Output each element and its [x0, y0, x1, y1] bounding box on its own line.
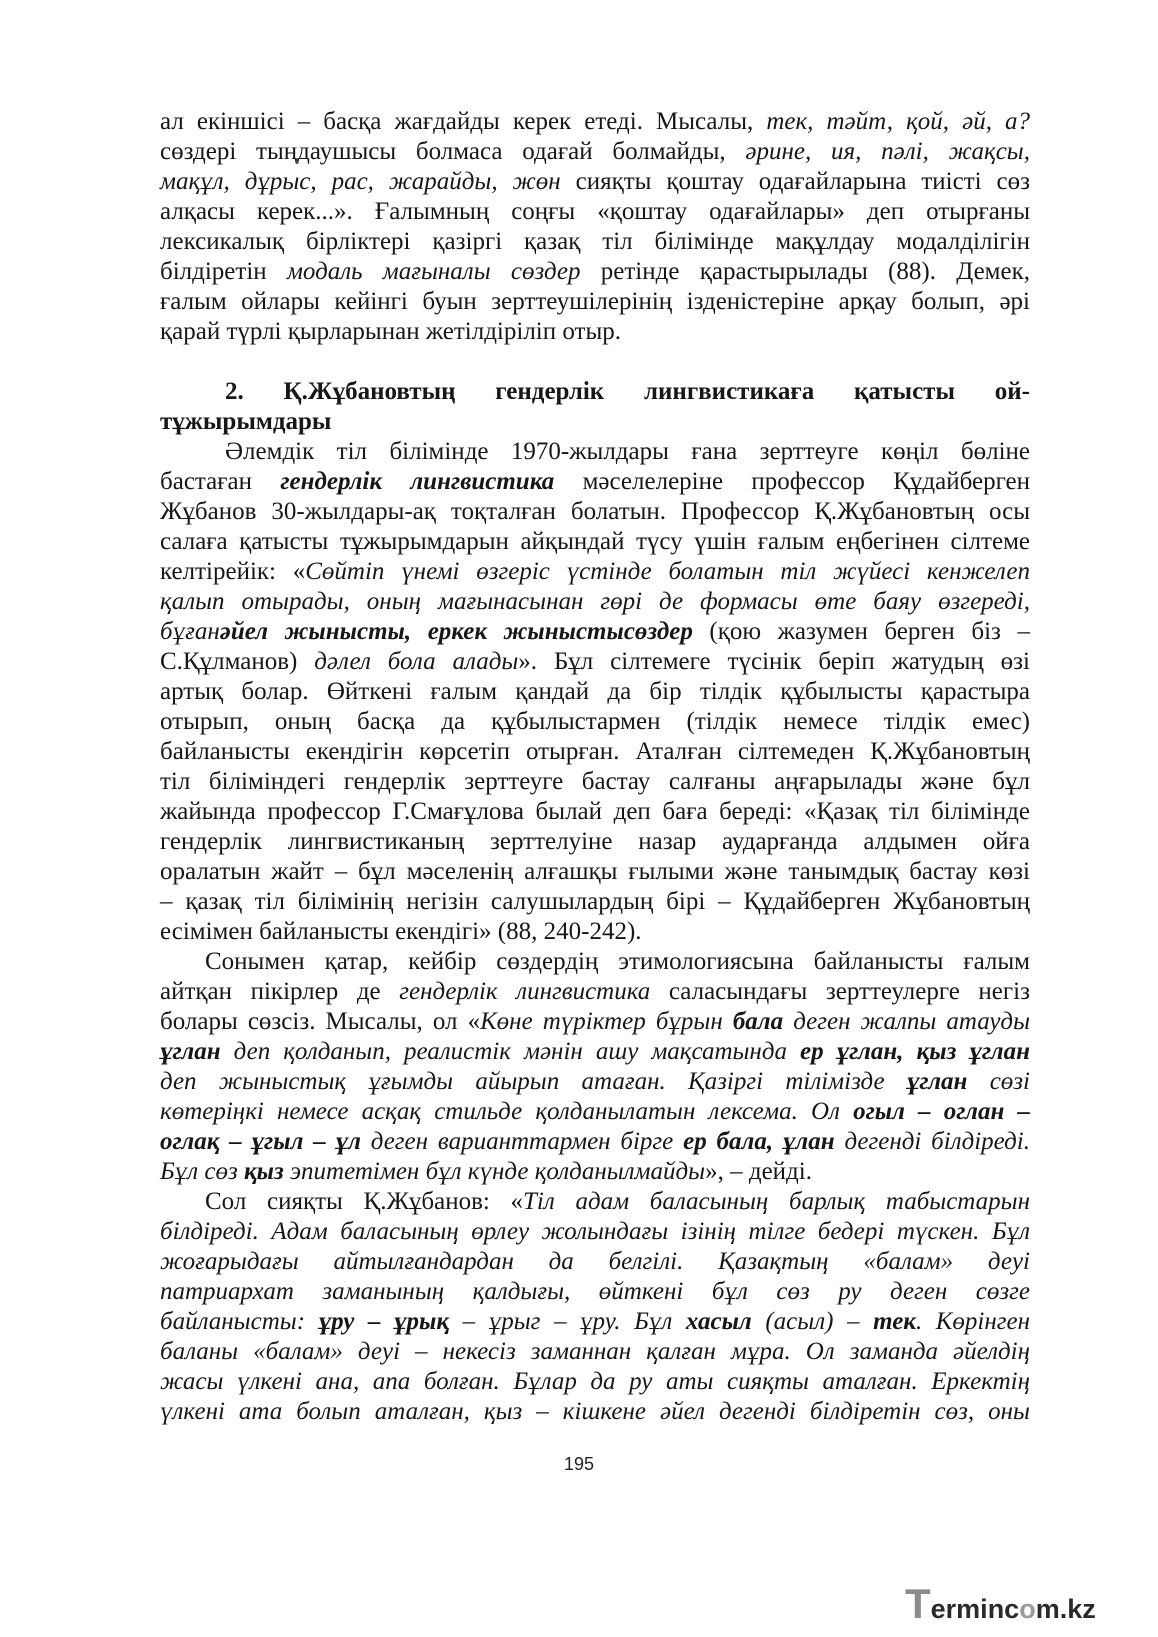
text-line	[160, 1037, 1030, 1067]
text-line	[160, 257, 1030, 287]
text-run: огыл – оглан –	[853, 1098, 1031, 1125]
text-run: сияқты қоштау одағайларына тиісті сөз	[560, 168, 1031, 195]
text-line	[160, 167, 1030, 197]
text-line	[160, 917, 1030, 947]
text-run: эпитетімен бұл күнде қолданылмайды	[283, 1158, 706, 1185]
text-line	[160, 377, 1030, 407]
text-run: Бұл сөз	[160, 1158, 244, 1185]
text-line	[160, 1007, 1030, 1037]
text-run: ұру – ұрық	[318, 1308, 450, 1335]
text-run: әйел жынысты, еркек жыныстысөздер	[219, 618, 693, 645]
text-run: », – дейді.	[705, 1158, 812, 1185]
text-run: Сол сияқты Қ.Жұбанов: «	[205, 1188, 524, 1215]
text-line	[160, 647, 1030, 677]
watermark-letter: o	[1019, 1594, 1036, 1624]
text-run: (қою жазумен берген біз –	[692, 618, 1031, 645]
text-run: жасы үлкені ана, апа болған. Бұлар да ру аты сияқты аталған. Еркектің	[160, 1368, 1030, 1395]
text-line	[160, 287, 1030, 317]
watermark-logo	[905, 1582, 1096, 1626]
text-run: артық болар. Өйткені ғалым қандай да бір тілдік құбылысты қарастыра	[160, 678, 1030, 705]
paragraph	[160, 947, 1030, 1187]
text-run: Сонымен қатар, кейбір сөздердің этимологиясына байланысты ғалым	[205, 948, 1030, 975]
text-run: Тіл адам баласының барлық табыстарын	[523, 1188, 1030, 1215]
text-line	[160, 407, 1030, 437]
text-run: ер ұглан, қыз ұглан	[800, 1038, 1030, 1065]
text-run: – ұрыг – ұру. Бұл	[449, 1308, 686, 1335]
text-run: С.Құлманов)	[160, 648, 315, 675]
text-run: бала	[732, 1008, 784, 1035]
text-run: бұған	[160, 618, 220, 645]
text-run: деп жыныстық ұғымды айырып атаған. Қазіргі тілімізде	[160, 1068, 907, 1095]
text-run: отырып, оның басқа да құбылыстармен (тілдік немесе тілдік емес)	[160, 708, 1030, 735]
text-run: білдіретін	[160, 258, 287, 285]
text-run: ұглан	[160, 1038, 221, 1065]
text-run: бастаған	[160, 468, 281, 495]
text-run: әрине, ия, пәлі, жақсы,	[745, 138, 1030, 165]
text-line	[160, 587, 1030, 617]
text-run: баланы «балам» деуі – некесіз заманнан қалған мұра. Ол заманда әйелдің	[160, 1338, 1030, 1365]
text-line	[160, 947, 1030, 977]
text-line	[160, 437, 1030, 467]
text-run: ретінде қарастырылады (88). Демек,	[580, 258, 1030, 285]
text-run: болары сөзсіз. Мысалы, ол «	[160, 1008, 481, 1035]
text-run: ». Бұл сілтемеге түсінік беріп жатудың өзі	[518, 648, 1030, 675]
text-run: қалып отырады, оның мағынасынан гөрі де формасы өте баяу өзгереді,	[160, 588, 1030, 615]
text-run: жоғарыдағы айтылғандардан да белгілі. Қазақтың «балам» деуі	[160, 1248, 1030, 1275]
section-heading	[160, 377, 1030, 437]
text-run: алқасы керек...». Ғалымның соңғы «қоштау одағайлары» деп отырғаны	[160, 198, 1030, 225]
text-line	[160, 557, 1030, 587]
text-run: оглақ – ұгыл – ұл	[160, 1128, 361, 1155]
text-line	[160, 1097, 1030, 1127]
text-line	[160, 857, 1030, 887]
text-line	[160, 527, 1030, 557]
text-run: – қазақ тіл білімінің негізін салушылардың бірі – Құдайберген Жұбановтың	[160, 888, 1030, 915]
text-line	[160, 497, 1030, 527]
text-run: деп қолданып, реалистік мәнін ашу мақсатында	[220, 1038, 801, 1065]
text-run: Жұбанов 30-жылдары-ақ тоқталған болатын. Профессор Қ.Жұбановтың осы	[160, 498, 1030, 525]
text-run: мақұл, дұрыс, рас, жарайды, жөн	[160, 168, 561, 195]
text-line	[160, 977, 1030, 1007]
text-run: ер бала, ұлан	[683, 1128, 835, 1155]
paragraph	[160, 1187, 1030, 1427]
text-line	[160, 827, 1030, 857]
text-run: келтірейік: «	[160, 558, 306, 585]
paragraph	[160, 437, 1030, 947]
text-run: Сөйтіп үнемі өзгеріс үстінде болатын тіл жүйесі кенжелеп	[305, 558, 1030, 585]
text-line	[160, 1067, 1030, 1097]
text-run: айтқан пікірлер де	[160, 978, 400, 1005]
text-line	[160, 317, 1030, 347]
text-run: лексикалық бірліктері қазіргі қазақ тіл білімінде мақұлдау модалділігін	[160, 228, 1030, 255]
text-run: үлкені ата болып аталған, қыз – кішкене әйел дегенді білдіретін сөз, оны	[160, 1398, 1030, 1425]
text-run: Әлемдік тіл білімінде 1970-жылдары ғана зерттеуге көңіл бөліне	[225, 438, 1030, 465]
text-run: дегенді білдіреді.	[834, 1128, 1030, 1155]
text-run: қарай түрлі қырларынан жетілдіріліп отыр.	[160, 318, 622, 345]
text-line	[160, 1217, 1030, 1247]
text-run: есімімен байланысты екендігі» (88, 240-242).	[160, 918, 642, 945]
text-line	[160, 197, 1030, 227]
text-run: қыз	[244, 1158, 284, 1185]
text-line	[160, 1337, 1030, 1367]
text-run: патриархат заманының қалдығы, өйткені бұл сөз ру деген сөзге	[160, 1278, 1030, 1305]
text-line	[160, 1277, 1030, 1307]
page-number: 195	[563, 1454, 595, 1474]
text-run: көтеріңкі немесе асқақ стильде қолданылатын лексема. Ол	[160, 1098, 854, 1125]
text-run: хасыл	[685, 1308, 752, 1335]
text-run: тұжырымдары	[160, 408, 332, 435]
text-run: саласындағы зерттеулерге негіз	[650, 978, 1030, 1005]
text-run: ұглан	[906, 1068, 968, 1095]
watermark-text: m.kz	[1035, 1594, 1096, 1624]
text-line	[160, 107, 1030, 137]
text-run: ал екіншісі – басқа жағдайды керек етеді. Мысалы,	[160, 108, 767, 135]
text-run: гендерлік лингвистиканың зерттелуіне назар аударғанда алдымен ойға	[160, 828, 1030, 855]
text-run: . Көрінген	[915, 1308, 1030, 1335]
text-run: ғалым ойлары кейінгі буын зерттеушілерінің ізденістеріне арқау болып, әрі	[160, 288, 1030, 315]
paragraph	[160, 107, 1030, 347]
text-line	[160, 1367, 1030, 1397]
text-run: тек	[873, 1308, 916, 1335]
paragraph-spacer	[160, 347, 1030, 377]
text-run: жайында профессор Г.Смағұлова былай деп баға береді: «Қазақ тіл білімінде	[160, 798, 1030, 825]
text-run: деген варианттармен бірге	[360, 1128, 684, 1155]
text-run: мәселелеріне профессор Құдайберген	[554, 468, 1031, 495]
text-line	[160, 1127, 1030, 1157]
text-line	[160, 1187, 1030, 1217]
text-run: 2. Қ.Жұбановтың гендерлік лингвистикаға қатысты ой-	[225, 378, 1030, 405]
text-run: (асыл) –	[751, 1308, 874, 1335]
text-line	[160, 617, 1030, 647]
text-line	[160, 1247, 1030, 1277]
text-run: салаға қатысты тұжырымдарын айқындай түсу үшін ғалым еңбегінен сілтеме	[160, 528, 1030, 555]
text-line	[160, 887, 1030, 917]
text-line	[160, 227, 1030, 257]
text-line	[160, 737, 1030, 767]
text-run: дәлел бола алады	[314, 648, 519, 675]
text-line	[160, 137, 1030, 167]
text-run: тек, тәйт, қой, әй, а?	[766, 108, 1030, 135]
body-text	[160, 107, 1030, 1427]
text-line	[160, 707, 1030, 737]
text-line	[160, 1157, 1030, 1187]
text-line	[160, 767, 1030, 797]
text-run: білдіреді. Адам баласының өрлеу жолындағы ізінің тілге бедері түскен. Бұл	[160, 1218, 1030, 1245]
text-run: сөздері тыңдаушысы болмаса одағай болмайды,	[160, 138, 746, 165]
text-run: оралатын жайт – бұл мәселенің алғашқы ғылыми және танымдық бастау көзі	[160, 858, 1030, 885]
text-run: деген жалпы атауды	[783, 1008, 1031, 1035]
text-line	[160, 467, 1030, 497]
text-run: гендерлік лингвистика	[399, 978, 651, 1005]
text-run: байланысты екендігін көрсетіп отырған. Аталған сілтемеден Қ.Жұбановтың	[160, 738, 1030, 765]
text-line	[160, 677, 1030, 707]
text-run: Көне түріктер бұрын	[480, 1008, 733, 1035]
watermark-text: erminc	[930, 1594, 1020, 1624]
text-line	[160, 797, 1030, 827]
text-run: тіл біліміндегі гендерлік зерттеуге бастау салғаны аңғарылады және бұл	[160, 768, 1030, 795]
text-run: байланысты:	[160, 1308, 319, 1335]
text-run: гендерлік лингвистика	[280, 468, 555, 495]
watermark-letter: T	[905, 1580, 931, 1627]
text-run: сөзі	[967, 1068, 1031, 1095]
text-run: модаль мағыналы сөздер	[286, 258, 581, 285]
text-line	[160, 1307, 1030, 1337]
text-line	[160, 1397, 1030, 1427]
